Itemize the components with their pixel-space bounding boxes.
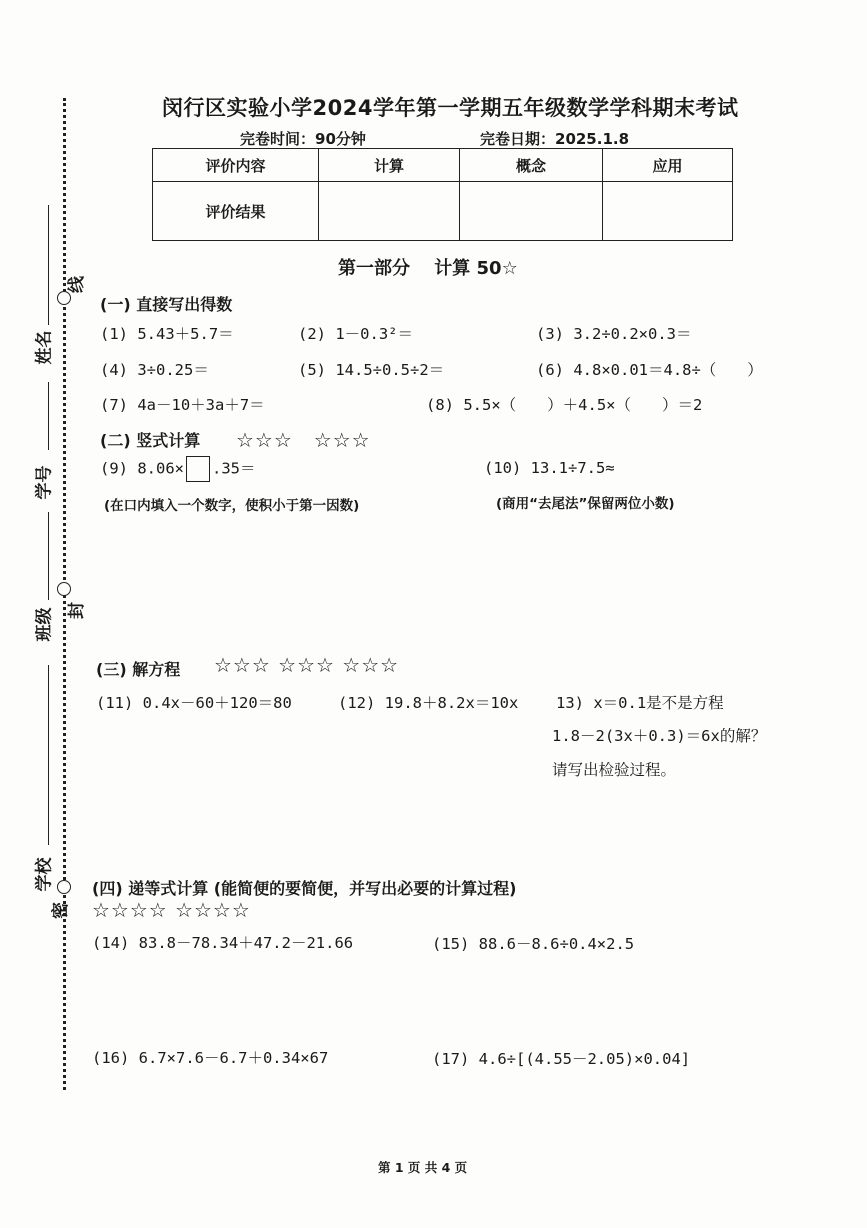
binding-circle — [57, 880, 71, 894]
page-footer: 第 1 页 共 4 页 — [378, 1160, 468, 1175]
eval-cell-application[interactable] — [603, 182, 733, 241]
binding-circle — [57, 291, 71, 305]
eval-header-content: 评价内容 — [153, 149, 319, 182]
question-4: (4) 3÷0.25＝ — [100, 361, 209, 379]
question-9-suffix: .35＝ — [212, 459, 256, 478]
question-9-prefix: (9) 8.06× — [100, 459, 184, 478]
section2-stars: ☆☆☆ ☆☆☆ — [236, 428, 371, 452]
question-16: (16) 6.7×7.6－6.7＋0.34×67 — [92, 1049, 329, 1067]
binding-label-xian: 线 — [67, 276, 87, 293]
question-11: (11) 0.4x－60＋120＝80 — [96, 694, 292, 712]
question-2: (2) 1－0.3²＝ — [298, 325, 413, 343]
section2-title: (二) 竖式计算 — [100, 431, 201, 450]
question-10-note: (商用“去尾法”保留两位小数) — [496, 496, 675, 512]
name-blank-line — [48, 205, 49, 325]
eval-header-calc: 计算 — [319, 149, 460, 182]
part-one-heading: 第一部分 计算 50☆ — [338, 258, 518, 279]
question-9-note: (在口内填入一个数字，使积小于第一因数) — [104, 498, 360, 514]
class-blank-line — [48, 512, 49, 600]
label-class: 班级 — [34, 607, 55, 642]
question-3: (3) 3.2÷0.2×0.3＝ — [536, 325, 692, 343]
section3-title: (三) 解方程 — [96, 660, 181, 679]
label-name: 姓名 — [34, 330, 55, 365]
question-5: (5) 14.5÷0.5÷2＝ — [298, 361, 445, 379]
section4-title: (四) 递等式计算 (能简便的要简便，并写出必要的计算过程) — [92, 879, 517, 898]
question-8: (8) 5.5×（ ）＋4.5×（ ）＝2 — [426, 396, 703, 414]
eval-header-application: 应用 — [603, 149, 733, 182]
question-6: (6) 4.8×0.01＝4.8÷（ ） — [536, 361, 763, 379]
question-14: (14) 83.8－78.34＋47.2－21.66 — [92, 934, 354, 952]
eval-cell-calc[interactable] — [319, 182, 460, 241]
exam-date: 完卷日期：2025.1.8 — [480, 130, 630, 148]
label-number: 学号 — [34, 465, 55, 500]
exam-time: 完卷时间：90分钟 — [240, 130, 366, 148]
eval-header-concept: 概念 — [460, 149, 603, 182]
question-15: (15) 88.6－8.6÷0.4×2.5 — [432, 935, 635, 953]
eval-cell-concept[interactable] — [460, 182, 603, 241]
evaluation-table — [152, 148, 733, 241]
question-9 — [100, 456, 256, 482]
label-school: 学校 — [34, 857, 55, 892]
section4-stars: ☆☆☆☆ ☆☆☆☆ — [92, 898, 251, 922]
number-blank-line — [48, 382, 49, 450]
binding-label-mi: 密 — [51, 902, 71, 919]
question-13-line2: 1.8－2(3x＋0.3)＝6x的解？ — [552, 727, 767, 745]
question-10: (10) 13.1÷7.5≈ — [484, 459, 615, 477]
binding-label-feng: 封 — [67, 602, 87, 619]
question-17: (17) 4.6÷[(4.55－2.05)×0.04] — [432, 1050, 691, 1068]
binding-circle — [57, 582, 71, 596]
digit-fill-box[interactable] — [186, 456, 210, 482]
question-13-line1: 13) x＝0.1是不是方程 — [556, 694, 724, 712]
question-13-line3: 请写出检验过程。 — [552, 761, 677, 779]
question-7: (7) 4a－10＋3a＋7＝ — [100, 396, 265, 414]
question-12: (12) 19.8＋8.2x＝10x — [338, 694, 519, 712]
eval-row-label: 评价结果 — [153, 182, 319, 241]
section1-title: (一) 直接写出得数 — [100, 295, 233, 314]
school-blank-line — [48, 665, 49, 845]
exam-title: 闵行区实验小学2024学年第一学期五年级数学学科期末考试 — [162, 96, 739, 120]
question-1: (1) 5.43＋5.7＝ — [100, 325, 234, 343]
section3-stars: ☆☆☆ ☆☆☆ ☆☆☆ — [214, 653, 400, 677]
